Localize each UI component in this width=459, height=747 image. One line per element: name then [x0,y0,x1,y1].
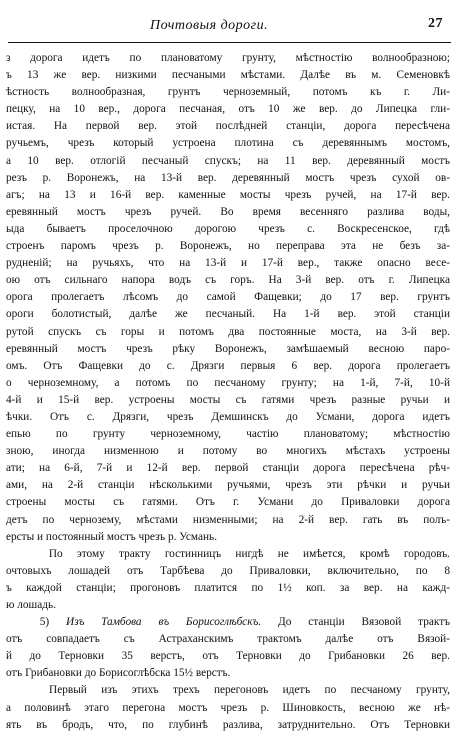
route-text: До станціи Вязовой трактъ [261,616,450,629]
text-line: ыда бываетъ проселочною дорогою чрезъ с. Воскресенское, гдѣ [6,222,450,235]
text-line: истая. На первой вер. этой послѣдней станціи, дорога пересѣчена [6,120,450,133]
header-rule [8,42,451,43]
paragraph [6,682,450,733]
text-line: рудненій; на ручьяхъ, что на 13-й и 17-й вер., также опасно весе- [6,257,450,270]
text-line: строенъ паромъ чрезъ р. Воронежъ, но переправа эта не безъ за- [6,240,450,253]
text-line [6,614,450,631]
text-line: епью по грунту черноземному, частію плановатому; мѣстностію [6,428,450,441]
text-line: ати; на 6-й, 7-й и 12-й вер. первой станціи дорога пересѣчена рѣч- [6,462,450,475]
text-line: ѣстность волнообразная, грунтъ черноземный, потомъ къ г. Ли- [6,86,450,99]
text-line: омъ. Отъ Фащевки до с. Дрязги первыя 6 вер. дорога пролегаетъ [6,359,450,372]
text-line: детъ по чернозему, мѣстами низменными; на 2-й вер. гать въ полъ- [6,513,450,526]
text-line: ять въ бродъ, что, по глубинѣ разлива, затруднительно. Отъ Терновки [6,718,450,731]
running-header [0,18,459,36]
route-title: Изъ Тамбова въ Борисоглѣбскъ. [66,616,262,629]
running-title: Почтовыя дороги. [150,18,269,33]
text-line: отъ совпадаетъ съ Астраханскимъ трактомъ далѣе отъ Вязой- [6,633,450,646]
text-line: 4-й и 15-й вер. устроены мосты съ гатями чрезъ разные ручьи и [6,393,450,406]
text-line: ю лошадь. [6,599,56,611]
paragraph [6,546,450,614]
text-line: очтовыхъ лошадей отъ Тарбѣева до Приваловки, включительно, по 8 [6,564,450,577]
text-line: Первый изъ этихъ трехъ перегоновъ идетъ по песчаному грунту, [6,684,450,697]
text-line: ручьемъ, чрезъ который устроена плотина съ деревяннымъ мостомъ, [6,137,450,150]
text-line: а 10 вер. отлогій песчаный спускъ; на 11 вер. деревянный мостъ [6,154,450,167]
text-line: ъ каждой станціи; прогоновъ платится по 1½ коп. за вер. на кажд- [6,581,450,594]
text-line: еревянный мостъ чрезъ ручей. Во время весенняго разлива воды, [6,205,450,218]
text-line: ами, на 2-й станціи нѣсколькими ручьями, чрезъ эти рѣчки и ручьи [6,479,450,492]
text-line: з дорога идетъ по плановатому грунту, мѣстностію волнообразною; [6,52,450,64]
text-line: рутой спускъ съ горы и потомъ два постоянные моста, на 3-й вер. [6,325,450,338]
text-line: отъ Грибановки до Борисоглѣбска 15½ верстъ. [6,667,231,680]
page-number: 27 [428,16,443,31]
text-line: ою отъ сильнаго напора водъ съ горъ. На 3-й вер. отъ г. Липецка [6,274,450,287]
text-line: о черноземному, а потомъ по песчаному грунту; на 1-й, 7-й, 10-й [6,376,450,389]
paragraph [6,614,450,682]
text-line: пецку, на 10 вер., дорога песчаная, отъ 10 же вер. до Липецка гли- [6,103,450,116]
text-line: еревянный мостъ чрезъ рѣку Воронежъ, замѣшаемый весною паро- [6,342,450,355]
text-line: а половинѣ этаго перегона мостъ чрезъ р. Шиновкость, весною же нѣ- [6,701,450,714]
text-line: ѣчки. Отъ с. Дрязги, чрезъ Демшинскъ до Усмани, дорога идетъ [6,410,450,423]
text-line: орога пролегаетъ лѣсомъ до самой Фащевки; до 17 вер. грунтъ [6,291,450,304]
text-line: ерсты и постоянный мостъ чрезъ р. Усмань. [6,530,218,543]
text-line: По этому тракту гостинницъ нигдѣ не имѣется, кромѣ городовъ. [6,547,450,560]
text-line: ъ 13 же вер. низкими песчаными мѣстами. Далѣе въ м. Семеновкѣ [6,69,450,82]
text-line: ороги болотистый, далѣе же песчаный. На 1-й вер. этой станціи [6,308,450,321]
page-body [6,50,450,734]
paragraph [6,50,450,546]
route-number: 5) [6,616,67,629]
text-line: агъ; на 13 и 16-й вер. каменные мосты чрезъ ручей, на 17-й вер. [6,188,450,201]
text-line: зною, иногда низменною и потому во многихъ мѣстахъ устроены [6,445,450,458]
text-line: строены мосты съ гатями. Отъ г. Усмани до Приваловки дорога [6,496,450,509]
text-line: й до Терновки 35 верстъ, отъ Терновки до Грибановки 26 вер. [6,650,450,663]
text-line: резъ р. Воронежъ, на 13-й вер. деревянный мостъ чрезъ сухой ов- [6,171,450,184]
